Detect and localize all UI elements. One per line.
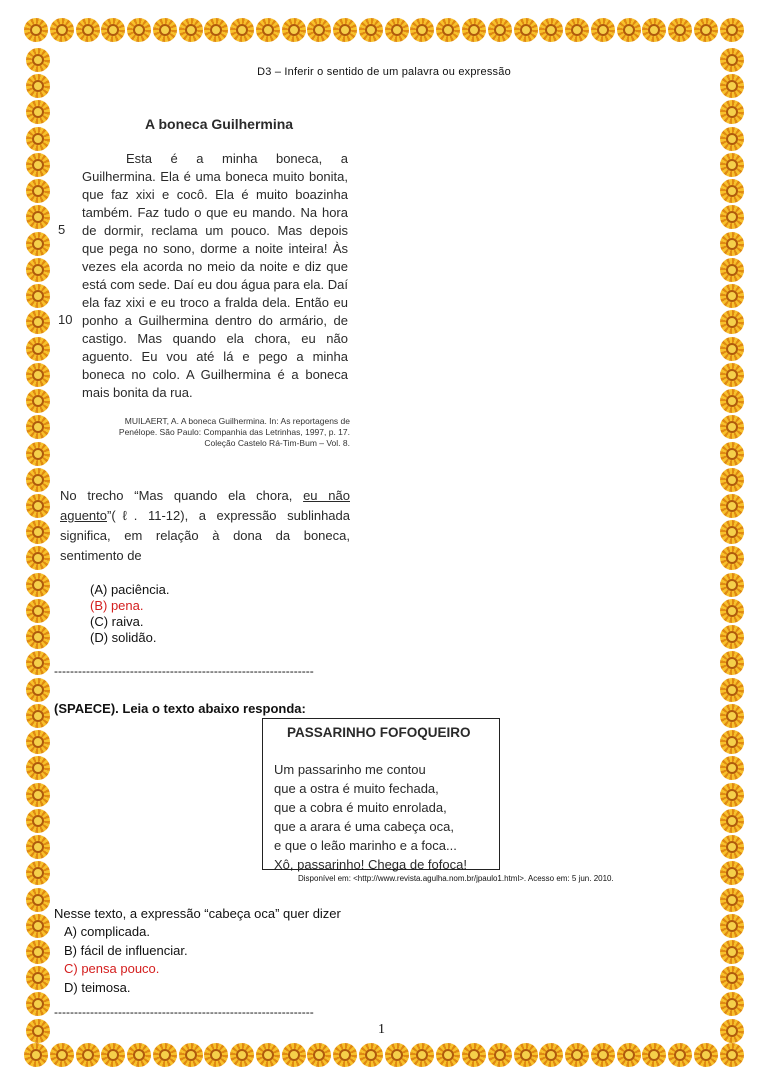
page-number: 1 — [378, 1022, 385, 1037]
sun-icon — [720, 205, 744, 229]
separator-2: ----------------------------------------------------------------- — [54, 1005, 314, 1019]
sun-icon — [694, 1043, 718, 1067]
sun-icon — [720, 415, 744, 439]
sun-icon — [26, 205, 50, 229]
sun-icon — [282, 18, 306, 42]
sun-icon — [179, 18, 203, 42]
sun-icon — [26, 783, 50, 807]
sun-icon — [488, 1043, 512, 1067]
line-number-10: 10 — [58, 312, 73, 327]
sun-icon — [26, 992, 50, 1016]
sun-icon — [204, 18, 228, 42]
sun-icon — [179, 1043, 203, 1067]
question-1-text — [60, 486, 350, 566]
sun-icon — [26, 678, 50, 702]
sun-icon — [720, 1043, 744, 1067]
sun-icon — [26, 625, 50, 649]
sun-icon — [26, 363, 50, 387]
sun-icon — [720, 599, 744, 623]
sun-icon — [720, 573, 744, 597]
question-1-before: No trecho “Mas quando ela chora, — [60, 488, 304, 503]
sun-icon — [720, 284, 744, 308]
poem-title: PASSARINHO FOFOQUEIRO — [287, 725, 471, 740]
sun-icon — [385, 1043, 409, 1067]
sun-icon — [26, 310, 50, 334]
option-a: (A) paciência. — [90, 582, 170, 597]
sun-icon — [514, 18, 538, 42]
sun-icon — [642, 1043, 666, 1067]
sun-icon — [720, 940, 744, 964]
sun-icon — [488, 18, 512, 42]
question-1-options — [90, 582, 169, 646]
sun-icon — [26, 888, 50, 912]
sun-icon — [153, 18, 177, 42]
sun-icon — [26, 546, 50, 570]
sun-icon — [720, 992, 744, 1016]
sun-icon — [359, 1043, 383, 1067]
sun-icon — [153, 1043, 177, 1067]
sun-icon — [50, 18, 74, 42]
sun-icon — [410, 18, 434, 42]
sun-icon — [720, 468, 744, 492]
sun-icon — [720, 127, 744, 151]
option-c: (C) raiva. — [90, 614, 144, 629]
story-text — [82, 150, 348, 402]
sun-icon — [694, 18, 718, 42]
sun-icon — [720, 888, 744, 912]
sun-icon — [26, 730, 50, 754]
sun-icon — [333, 1043, 357, 1067]
sun-icon — [230, 1043, 254, 1067]
sun-icon — [76, 1043, 100, 1067]
sun-icon — [720, 310, 744, 334]
sun-icon — [720, 258, 744, 282]
option-b-correct: (B) pena. — [90, 598, 144, 613]
sun-icon — [642, 18, 666, 42]
poem-source: Disponível em: <http://www.revista.agulha.nom.br/jpaulo1.html>. Acesso em: 5 jun. 2010. — [298, 874, 614, 883]
sun-icon — [436, 1043, 460, 1067]
sun-icon — [230, 18, 254, 42]
sun-icon — [26, 284, 50, 308]
sun-icon — [26, 599, 50, 623]
sun-icon — [282, 1043, 306, 1067]
sun-icon — [720, 1019, 744, 1043]
sun-icon — [26, 966, 50, 990]
sun-icon — [76, 18, 100, 42]
sun-icon — [26, 494, 50, 518]
sun-icon — [539, 18, 563, 42]
sun-icon — [462, 18, 486, 42]
sun-icon — [720, 337, 744, 361]
poem-line: e que o leão marinho e a foca... — [274, 838, 457, 853]
sun-icon — [720, 783, 744, 807]
sun-icon — [26, 1019, 50, 1043]
sun-icon — [26, 100, 50, 124]
sun-icon — [26, 179, 50, 203]
sun-icon — [668, 1043, 692, 1067]
sun-icon — [720, 232, 744, 256]
sun-icon — [720, 651, 744, 675]
sun-icon — [720, 730, 744, 754]
sun-icon — [26, 835, 50, 859]
sun-icon — [26, 153, 50, 177]
sun-border-right — [720, 48, 746, 1043]
story-credit: MUILAERT, A. A boneca Guilhermina. In: As reportagens de Penélope. São Paulo: Companhia das Letrinhas, 1997, p. 17. Coleção Castelo Rá-Tim-Bum – Vol. 8. — [118, 416, 350, 448]
sun-icon — [26, 861, 50, 885]
sun-icon — [26, 389, 50, 413]
sun-icon — [26, 651, 50, 675]
poem-line: que a cobra é muito enrolada, — [274, 800, 447, 815]
sun-icon — [26, 809, 50, 833]
sun-icon — [359, 18, 383, 42]
sun-icon — [26, 415, 50, 439]
question-2-options — [64, 923, 188, 997]
sun-icon — [101, 1043, 125, 1067]
sun-icon — [24, 1043, 48, 1067]
sun-icon — [720, 363, 744, 387]
sun-icon — [26, 756, 50, 780]
sun-icon — [720, 809, 744, 833]
sun-icon — [127, 18, 151, 42]
sun-icon — [720, 704, 744, 728]
sun-icon — [410, 1043, 434, 1067]
sun-icon — [539, 1043, 563, 1067]
sun-icon — [26, 232, 50, 256]
sun-border-left — [26, 48, 52, 1043]
sun-icon — [720, 835, 744, 859]
poem-lines — [274, 760, 467, 874]
sun-icon — [720, 442, 744, 466]
sun-icon — [26, 468, 50, 492]
sun-icon — [720, 966, 744, 990]
sun-border-top — [24, 18, 744, 44]
poem-line: Xô, passarinho! Chega de fofoca! — [274, 857, 467, 872]
sun-icon — [591, 18, 615, 42]
page-header: D3 – Inferir o sentido de um palavra ou expressão — [257, 66, 511, 78]
sun-icon — [256, 18, 280, 42]
sun-icon — [26, 258, 50, 282]
sun-icon — [127, 1043, 151, 1067]
sun-icon — [307, 1043, 331, 1067]
sun-icon — [720, 520, 744, 544]
sun-icon — [514, 1043, 538, 1067]
story-title: A boneca Guilhermina — [145, 116, 294, 132]
option-d: (D) solidão. — [90, 630, 157, 645]
option-d: D) teimosa. — [64, 979, 131, 995]
sun-icon — [307, 18, 331, 42]
sun-icon — [720, 389, 744, 413]
sun-icon — [26, 442, 50, 466]
sun-icon — [101, 18, 125, 42]
sun-icon — [26, 940, 50, 964]
sun-icon — [720, 678, 744, 702]
sun-icon — [24, 18, 48, 42]
sun-icon — [720, 914, 744, 938]
option-c-correct: C) pensa pouco. — [64, 961, 160, 976]
sun-icon — [436, 18, 460, 42]
sun-icon — [720, 494, 744, 518]
sun-icon — [720, 625, 744, 649]
sun-icon — [720, 756, 744, 780]
question-1-underlined: eu não aguento — [60, 488, 350, 523]
sun-icon — [617, 18, 641, 42]
sun-icon — [50, 1043, 74, 1067]
poem-line: Um passarinho me contou — [274, 762, 426, 777]
sun-icon — [26, 914, 50, 938]
sun-icon — [26, 573, 50, 597]
sun-icon — [204, 1043, 228, 1067]
sun-icon — [333, 18, 357, 42]
sun-icon — [720, 179, 744, 203]
section-2-heading: (SPAECE). Leia o texto abaixo responda: — [54, 701, 306, 716]
sun-icon — [565, 1043, 589, 1067]
sun-icon — [720, 18, 744, 42]
sun-icon — [256, 1043, 280, 1067]
sun-icon — [26, 704, 50, 728]
sun-icon — [26, 127, 50, 151]
sun-icon — [462, 1043, 486, 1067]
sun-icon — [591, 1043, 615, 1067]
sun-icon — [720, 546, 744, 570]
sun-icon — [565, 18, 589, 42]
sun-icon — [617, 1043, 641, 1067]
sun-icon — [720, 153, 744, 177]
sun-icon — [668, 18, 692, 42]
question-1-after: ”(ℓ. 11-12), a expressão sublinhada significa, em relação à dona da boneca, sentimento de — [60, 508, 350, 563]
question-2-text: Nesse texto, a expressão “cabeça oca” quer dizer — [54, 906, 341, 921]
line-number-5: 5 — [58, 222, 66, 237]
poem-line: que a ostra é muito fechada, — [274, 781, 439, 796]
poem-line: que a arara é uma cabeça oca, — [274, 819, 454, 834]
sun-icon — [385, 18, 409, 42]
sun-border-bottom — [24, 1043, 744, 1069]
sun-icon — [720, 100, 744, 124]
option-a: A) complicada. — [64, 924, 150, 939]
sun-icon — [26, 337, 50, 361]
separator-1: ----------------------------------------------------------------- — [54, 664, 314, 678]
sun-icon — [26, 520, 50, 544]
story-paragraph: Esta é a minha boneca, a Guilhermina. Ela é uma boneca muito bonita, que faz xixi e cocô. Ela é muito boazinha também. Faz tudo o que eu mando. Na hora de dormir, reclama um pouco. Mas depois que pega no sono, dorme a noite inteira! Às vezes ela acorda no meio da noite e diz que está com sede. Daí eu dou água para ela. Daí ela faz xixi e eu troco a fralda dela. Então eu ponho a Guilhermina dentro do armário, de castigo. Mas quando ela chora, eu não aguento. Eu vou até lá e pego a minha boneca no colo. A Guilhermina é a boneca mais bonita da rua. — [82, 151, 348, 400]
sun-icon — [720, 861, 744, 885]
option-b: B) fácil de influenciar. — [64, 942, 188, 958]
